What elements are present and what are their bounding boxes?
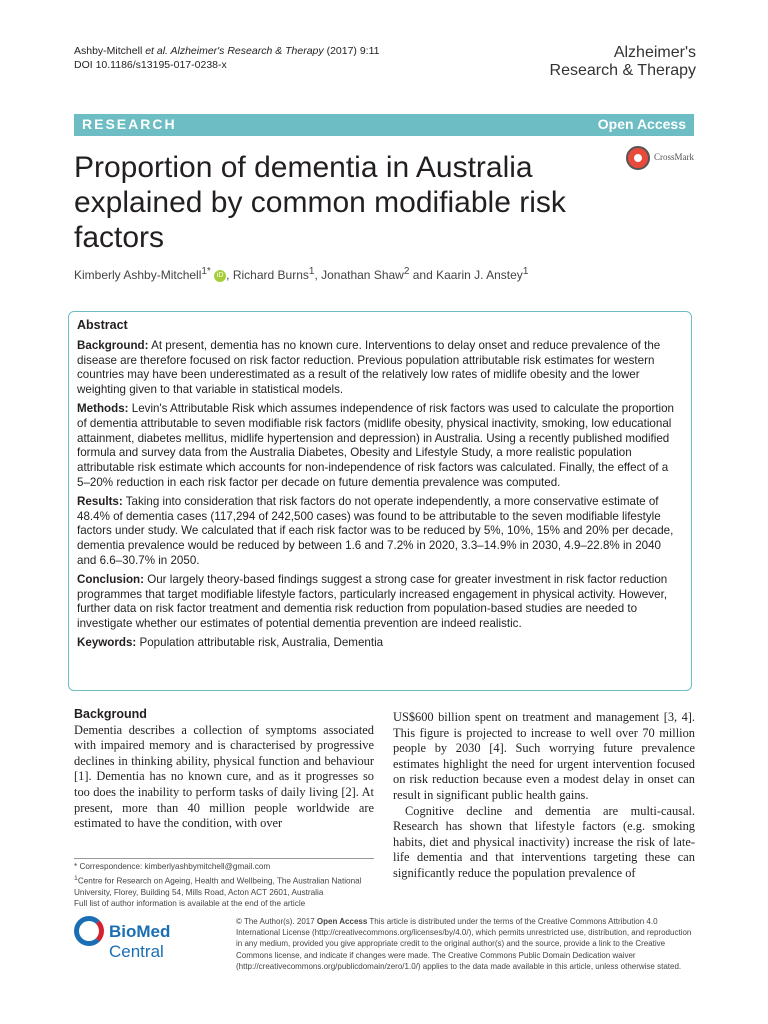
section-text: Population attributable risk, Australia, Dementia <box>136 635 384 649</box>
section-text: At present, dementia has no known cure. Interventions to delay onset and reduce prevalence of the disease are therefore focused on risk factor reduction. Previous population attributable risk estimates for western countries may have been underestimated as a result of the relatively low rates of midlife obesity and the lower weighting given to that variable in statistical models. <box>77 338 661 397</box>
author-name: Kimberly Ashby-Mitchell <box>74 268 202 282</box>
orcid-icon[interactable]: iD <box>214 270 226 282</box>
article-title: Proportion of dementia in Australia explained by common modifiable risk factors <box>74 151 566 254</box>
section-text: Taking into consideration that risk factors do not operate independently, a more conservative estimate of 48.4% of dementia cases (117,294 of 242,500 cases) was found to be attributable to the seven modifiable lifestyle factors under study. We calculated that if each risk factor was to be reduced by 5%, 10%, 15% and 20% per decade, dementia prevalence would be reduced by between 1.6 and 7.2% in 2020, 3.3–14.9% in 2030, 4.9–22.8% in 2040 and 6.6–30.7% in 2050. <box>77 494 674 567</box>
body-right-column <box>393 710 695 882</box>
citation-header <box>74 44 380 72</box>
journal-line1: Alzheimer's <box>613 44 696 61</box>
section-text: Levin's Attributable Risk which assumes independence of risk factors was used to calculate the proportion of dementia attributable to seven modifiable risk factors (midlife obesity, physical inactivity, smoking, low educational attainment, diabetes mellitus, midlife hypertension and depression) in Australia. Using a recently published modified formula and survey data from the Australia Diabetes, Obesity and Lifestyle Study, a more realistic population attributable risk estimate which accounts for non-independence of risk factors was calculated. Finally, the effect of a 5–20% reduction in each risk factor per decade on future dementia prevalence was computed. <box>77 401 675 489</box>
author-info-note: Full list of author information is available at the end of the article <box>74 899 306 909</box>
logo-bold: BioMed <box>109 922 171 941</box>
doi: DOI 10.1186/s13195-017-0238-x <box>74 59 227 71</box>
logo-normal: Central <box>109 942 164 961</box>
crossmark-badge[interactable] <box>626 146 706 174</box>
license-open-access: Open Access <box>316 917 368 926</box>
section-heading: Background <box>74 707 147 721</box>
footnote <box>74 858 374 910</box>
author-name: , Richard Burns <box>226 268 309 282</box>
citation-authors: Ashby-Mitchell <box>74 45 146 57</box>
section-label: Methods: <box>77 401 129 415</box>
abstract-background <box>77 339 683 398</box>
section-label: Keywords: <box>77 635 137 649</box>
body-left-column <box>74 707 374 832</box>
body-paragraph: Dementia describes a collection of symptoms associated with impaired memory and is characterised by progressive declines in thinking ability, physical function and behaviour [1]. Dementia has no known cure, and as it progresses so too does the inability to perform tasks of daily living [2]. At present, more than 40 million people worldwide are estimated to have the condition, with over <box>74 722 374 831</box>
abstract-results <box>77 495 683 569</box>
open-access-label: Open Access <box>597 116 686 132</box>
citation-journal: et al. Alzheimer's Research & Therapy <box>145 45 324 57</box>
affiliation-text: Centre for Research on Ageing, Health and Wellbeing, The Australian National University, Florey, Building 54, Mills Road, Acton ACT 2601, Australia <box>74 876 362 897</box>
license-prefix: © The Author(s). 2017 <box>236 917 317 926</box>
author-name: , Jonathan Shaw <box>314 268 404 282</box>
affiliation <box>74 873 374 899</box>
article-type-bar <box>74 114 694 136</box>
section-text: Our largely theory-based findings suggest a strong case for greater investment in risk factor reduction programmes that target modifiable lifestyle factors, particularly increased engagement in physical activity. However, further data on risk factor treatment and dementia risk reduction from population-based studies are needed to investigate whether our estimates of potential dementia prevention are indeed realistic. <box>77 572 668 631</box>
logo-text <box>109 922 224 962</box>
section-label: Background: <box>77 338 149 352</box>
body-paragraph: Cognitive decline and dementia are multi-causal. Research has shown that lifestyle factors (e.g. smoking habits, diet and physical inactivity) increase the risk of late-life dementia and that interventions targeting these can significantly reduce the population prevalence of <box>393 803 695 880</box>
biomed-ring-icon <box>74 916 104 946</box>
journal-line2: Research & Therapy <box>549 62 696 79</box>
abstract-conclusion <box>77 573 683 632</box>
abstract-box <box>68 311 692 691</box>
article-type-label: RESEARCH <box>82 116 177 132</box>
crossmark-label: CrossMark <box>654 152 694 162</box>
body-paragraph: US$600 billion spent on treatment and management [3, 4]. This figure is projected to increase to well over 70 million people by 2030 [4]. Such worrying future prevalence estimates highlight the need for urgent intervention focused on risk reduction because even a modest delay in onset can result in significant public health gains. <box>393 710 695 802</box>
abstract-keywords <box>77 636 683 651</box>
author-name: and Kaarin J. Anstey <box>409 268 523 282</box>
section-label: Conclusion: <box>77 572 144 586</box>
correspondence: * Correspondence: kimberlyashbymitchell@gmail.com <box>74 862 271 871</box>
biomed-central-logo <box>74 916 224 961</box>
author-affil-sup: 1 <box>522 266 529 277</box>
affil-sup: 1 <box>74 874 78 882</box>
abstract-heading: Abstract <box>77 318 128 332</box>
citation-year: (2017) 9:11 <box>323 45 380 57</box>
journal-name <box>550 44 696 80</box>
author-affil-sup: 1* <box>201 266 211 277</box>
license-text <box>236 916 698 972</box>
crossmark-icon <box>626 146 650 170</box>
section-label: Results: <box>77 494 123 508</box>
citation-line <box>74 44 380 58</box>
license-body: This article is distributed under the terms of the Creative Commons Attribution 4.0 International License (http://creativecommons.org/licenses/by/4.0/), which permits unrestricted use, distribution, and reproduction in any medium, provided you give appropriate credit to the original author(s) and the source, provide a link to the Creative Commons license, and indicate if changes were made. The Creative Commons Public Domain Dedication waiver (http://creativecommons.org/publicdomain/zero/1.0/) applies to the data made available in this article, unless otherwise stated. <box>236 917 692 971</box>
author-list <box>74 266 528 282</box>
abstract-methods <box>77 402 683 491</box>
author-affil-sup: 1 <box>308 266 315 277</box>
author-affil-sup: 2 <box>403 266 410 277</box>
